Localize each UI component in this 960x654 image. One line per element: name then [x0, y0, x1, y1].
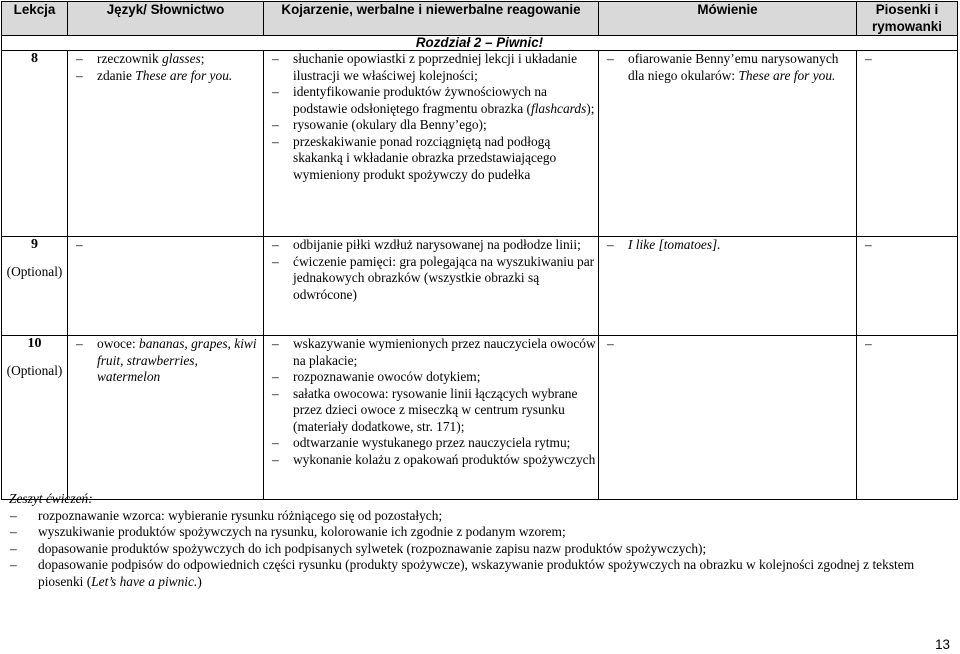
lesson-plan-table: [1, 1, 958, 500]
speaking-cell: [599, 336, 857, 500]
list-item: – dopasowanie podpisów do odpowiednich części rysunku (produkty spożywcze), wskazywanie produktów spożywczych na obrazku w kolejności zgodnej z tekstem piosenki (Let’s have a piwnic.): [0, 557, 956, 590]
speaking-cell: [599, 51, 857, 237]
lesson-number: 9: [31, 237, 38, 252]
list-item: – ofiarowanie Benny’emu narysowanych dla niego okularów: These are for you.: [599, 51, 856, 84]
list-item: – odtwarzanie wystukanego przez nauczyciela rytmu;: [264, 435, 598, 452]
list-item: – rzeczownik glasses;: [68, 51, 263, 68]
table-row: [2, 237, 958, 336]
header-row: [2, 2, 958, 36]
list-item: – wykonanie kolażu z opakowań produktów spożywczych: [264, 452, 598, 469]
lesson-number: 8: [31, 51, 38, 66]
songs-cell: [857, 237, 958, 336]
list-item: – rozpoznawanie owoców dotykiem;: [264, 369, 598, 386]
list-item: – ćwiczenie pamięci: gra polegająca na wyszukiwaniu par jednakowych obrazków (wszystkie obrazki są odwrócone): [264, 254, 598, 304]
list-item: – identyfikowanie produktów żywnościowych na podstawie odsłoniętego fragmentu obrazka (flashcards);: [264, 84, 598, 117]
vocab-cell: [68, 336, 264, 500]
chapter-title: Rozdział 2 – Piwnic!: [2, 36, 958, 51]
header-songs: Piosenki i rymowanki: [857, 2, 958, 36]
songs-cell: [857, 51, 958, 237]
list-item: – rozpoznawanie wzorca: wybieranie rysunku różniącego się od pozostałych;: [0, 508, 956, 525]
workbook-section: [0, 491, 956, 590]
list-item: – rysowanie (okulary dla Benny’ego);: [264, 117, 598, 134]
list-item: – słuchanie opowiastki z poprzedniej lekcji i układanie ilustracji we właściwej kolejności;: [264, 51, 598, 84]
optional-label: (Optional): [6, 362, 63, 378]
lesson-number-cell: [2, 51, 68, 237]
vocab-cell: [68, 237, 264, 336]
list-item: – owoce: bananas, grapes, kiwi fruit, strawberries, watermelon: [68, 336, 263, 386]
header-lesson: Lekcja: [2, 2, 68, 36]
table-row: [2, 51, 958, 237]
songs-cell: [857, 336, 958, 500]
header-speaking: Mówienie: [599, 2, 857, 36]
optional-label: (Optional): [6, 263, 63, 279]
speaking-cell: [599, 237, 857, 336]
chapter-row: [2, 36, 958, 51]
header-reacting: Kojarzenie, werbalne i niewerbalne reagowanie: [264, 2, 599, 36]
list-item: – dopasowanie produktów spożywczych do ich podpisanych sylwetek (rozpoznawanie zapisu nazw produktów spożywczych);: [0, 541, 956, 558]
list-item: – sałatka owocowa: rysowanie linii łączących wybrane przez dzieci owoce z miseczką w centrum rysunku (materiały dodatkowe, str. 171);: [264, 386, 598, 436]
header-vocab: Język/ Słownictwo: [68, 2, 264, 36]
lesson-number: 10: [27, 336, 42, 351]
list-item: – I like [tomatoes].: [599, 237, 856, 254]
lesson-number-cell: [2, 336, 68, 500]
page-number: 13: [935, 637, 950, 652]
reacting-cell: [264, 237, 599, 336]
vocab-cell: [68, 51, 264, 237]
reacting-cell: [264, 51, 599, 237]
reacting-cell: [264, 336, 599, 500]
list-item: – wyszukiwanie produktów spożywczych na rysunku, kolorowanie ich zgodnie z podanym wzorem;: [0, 524, 956, 541]
table-row: [2, 336, 958, 500]
list-item: – odbijanie piłki wzdłuż narysowanej na podłodze linii;: [264, 237, 598, 254]
list-item: – wskazywanie wymienionych przez nauczyciela owoców na plakacie;: [264, 336, 598, 369]
workbook-title: Zeszyt ćwiczeń:: [9, 491, 93, 506]
list-item: – zdanie These are for you.: [68, 68, 263, 85]
list-item: – przeskakiwanie ponad rozciągniętą nad podłogą skakanką i wkładanie obrazka przedstawiającego wymieniony produkt spożywczy do pudełka: [264, 134, 598, 184]
lesson-number-cell: [2, 237, 68, 336]
